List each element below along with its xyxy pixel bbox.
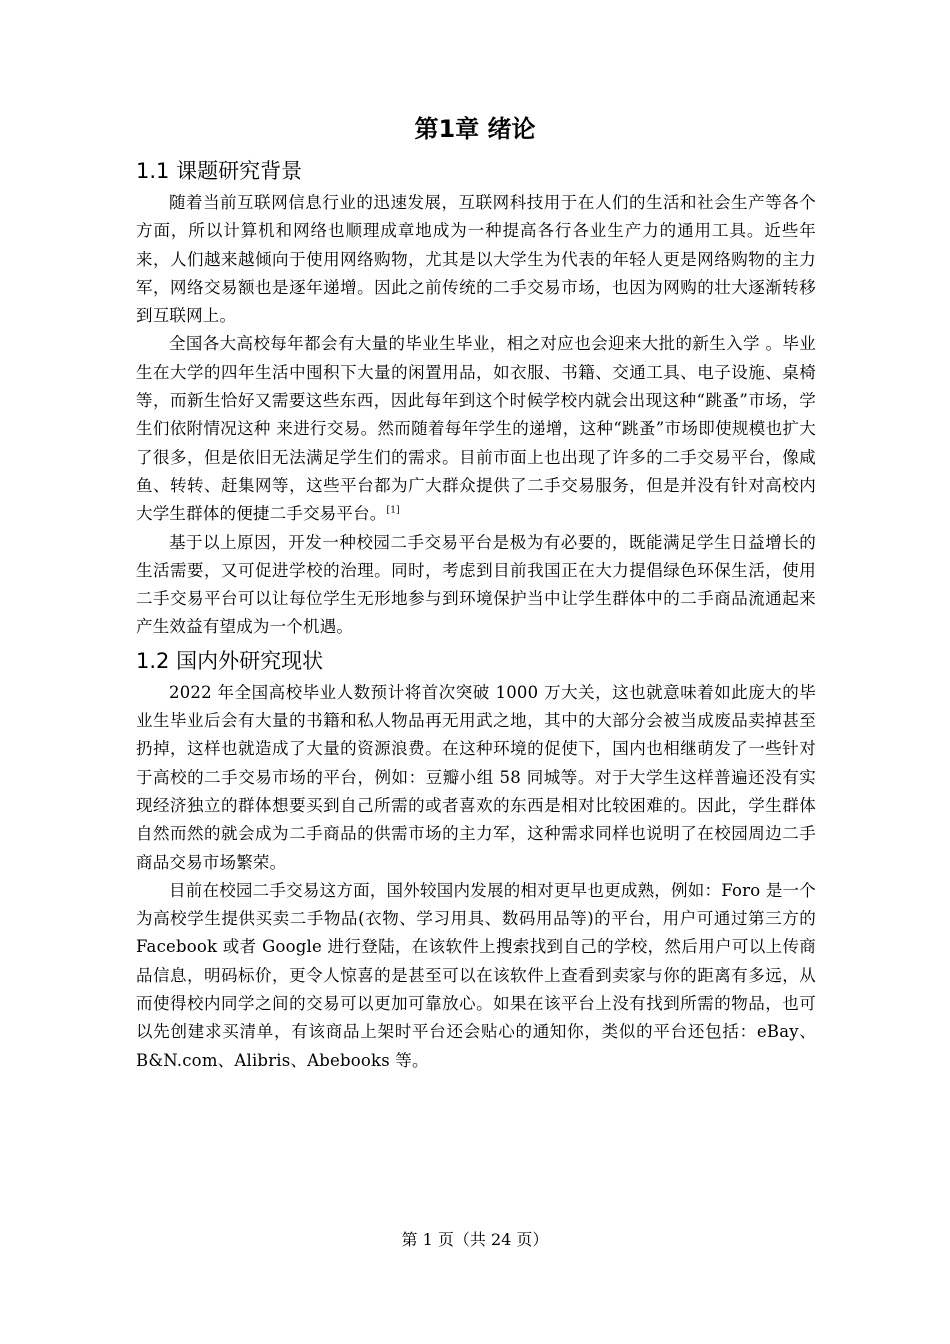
section-heading-1-1: 1.1 课题研究背景 xyxy=(136,159,303,183)
paragraph: 目前在校园二手交易这方面，国外较国内发展的相对更早也更成熟，例如：Foro 是一个为高校学生提供买卖二手物品(衣物、学习用具、数码用品等)的平台，用户可通过第三方的 Facebook 或者 Google 进行登陆，在该软件上搜索找到自己的学校，然后用户可以上传商品信息，明码标价，更令人惊喜的是甚至可以在该软件上查看到卖家与你的距离有多远，从而使得校内同学之间的交易可以更加可靠放心。如果在该平台上没有找到所需的物品，也可以先创建求买清单，有该商品上架时平台还会贴心的通知你，类似的平台还包括：eBay、B&N.com、Alibris、Abebooks 等。 xyxy=(136,880,816,1070)
paragraph-text: 全国各大高校每年都会有大量的毕业生毕业，相之对应也会迎来大批的新生入学 。毕业生在大学的四年生活中囤积下大量的闲置用品，如衣服、书籍、交通工具、电子设施、桌椅等，而新生恰好又需要这些东西，因此每年到这个时候学校内就会出现这种“跳蚤”市场，学生们依附情况这种 来进行交易。然而随着每年学生的递增，这种“跳蚤”市场即使规模也扩大了很多，但是依旧无法满足学生们的需求。目前市面上也出现了许多的二手交易平台，像咸鱼、转转、赶集网等，这些平台都为广大群众提供了二手交易服务，但是并没有针对高校内大学生群体的便捷二手交易平台。 xyxy=(136,334,816,524)
paragraph-with-citation xyxy=(136,330,816,528)
citation-marker: [1] xyxy=(386,505,400,516)
paragraph: 2022 年全国高校毕业人数预计将首次突破 1000 万大关，这也就意味着如此庞大的毕业生毕业后会有大量的书籍和私人物品再无用武之地，其中的大部分会被当成废品卖掉甚至扔掉，这样也就造成了大量的资源浪费。在这种环境的促使下，国内也相继萌发了一些针对于高校的二手交易市场的平台，例如：豆瓣小组 58 同城等。对于大学生这样普遍还没有实现经济独立的群体想要买到自己所需的或者喜欢的东西是相对比较困难的。因此，学生群体自然而然的就会成为二手商品的供需市场的主力军，这种需求同样也说明了在校园周边二手商品交易市场繁荣。 xyxy=(136,682,816,872)
paragraph: 随着当前互联网信息行业的迅速发展，互联网科技用于在人们的生活和社会生产等各个方面，所以计算机和网络也顺理成章地成为一种提高各行各业生产力的通用工具。近些年来，人们越来越倾向于使用网络购物，尤其是以大学生为代表的年轻人更是网络购物的主力军，网络交易额也是逐年递增。因此之前传统的二手交易市场，也因为网购的壮大逐渐转移到互联网上。 xyxy=(136,193,816,326)
chapter-title: 第1章 绪论 xyxy=(414,115,536,143)
paragraph: 基于以上原因，开发一种校园二手交易平台是极为有必要的，既能满足学生日益增长的生活需要，又可促进学校的治理。同时，考虑到目前我国正在大力提倡绿色环保生活，使用二手交易平台可以让每位学生无形地参与到环境保护当中让学生群体中的二手商品流通起来产生效益有望成为一个机遇。 xyxy=(136,532,816,637)
page-content xyxy=(136,152,816,1075)
section-heading-1-2: 1.2 国内外研究现状 xyxy=(136,648,324,673)
page-footer: 第 1 页（共 24 页） xyxy=(401,1230,549,1249)
